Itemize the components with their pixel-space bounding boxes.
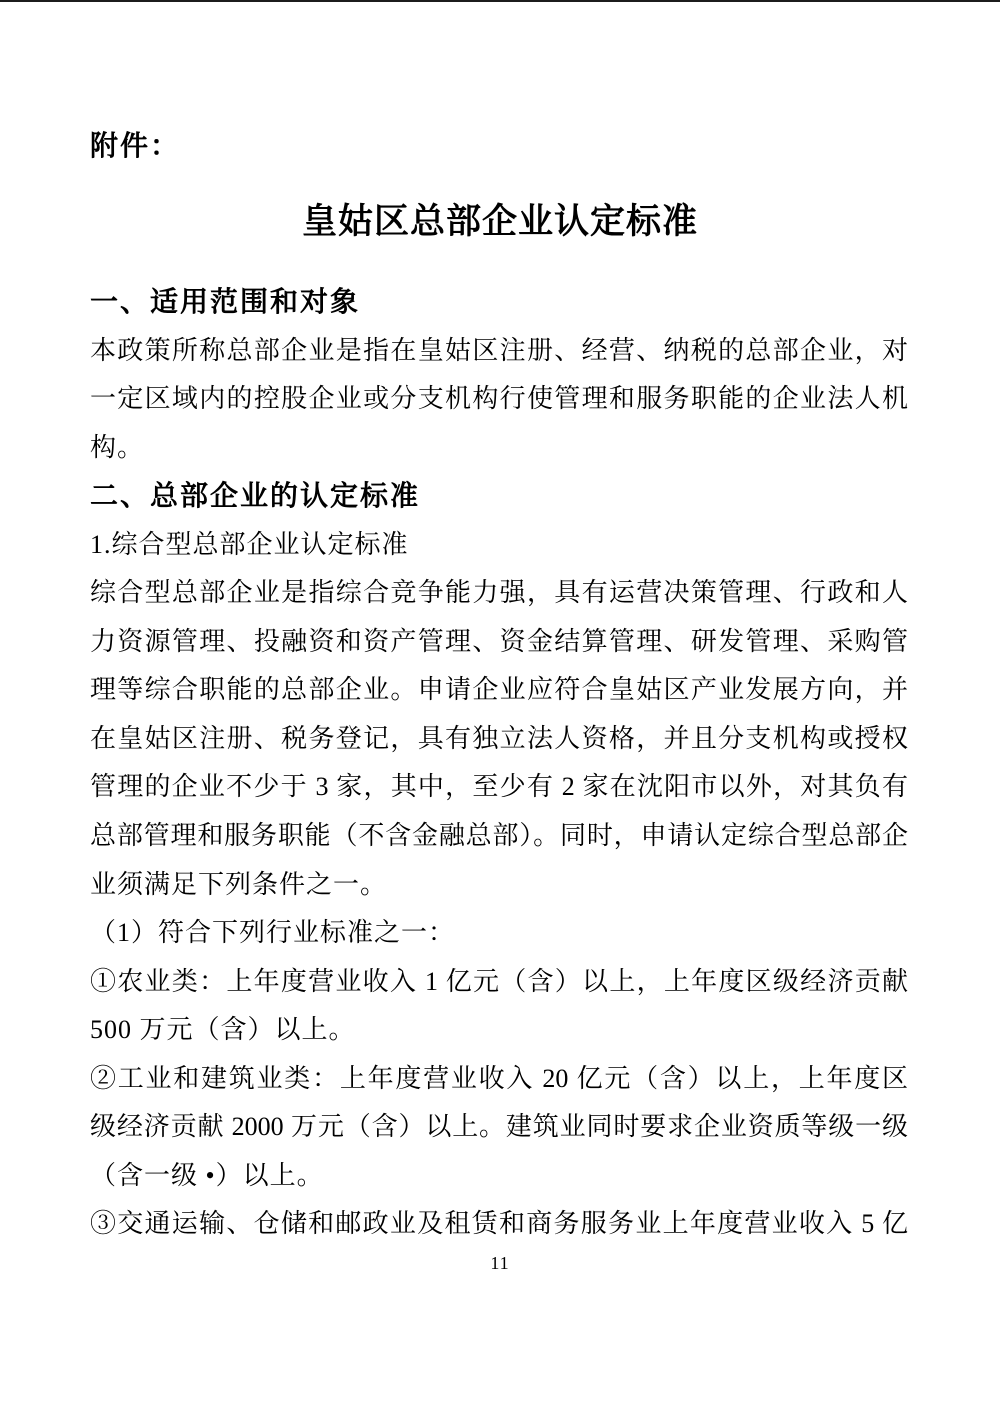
body-line: 综合型总部企业是指综合竞争能力强，具有运营决策管理、行政和人 [90, 578, 908, 608]
body-line: 本政策所称总部企业是指在皇姑区注册、经营、纳税的总部企业，对 [90, 335, 908, 365]
body-line: ①农业类：上年度营业收入 1 亿元（含）以上，上年度区级经济贡献 [90, 966, 908, 996]
body-line: 级经济贡献 2000 万元（含）以上。建筑业同时要求企业资质等级一级 [90, 1112, 908, 1142]
body-line: 理等综合职能的总部企业。申请企业应符合皇姑区产业发展方向，并 [90, 675, 908, 705]
body-line: 力资源管理、投融资和资产管理、资金结算管理、研发管理、采购管 [90, 626, 908, 656]
list-item-1-heading: （1）符合下列行业标准之一： [90, 918, 456, 948]
section-heading-2: 二、总部企业的认定标准 [90, 480, 421, 512]
body-line: 构。 [90, 432, 145, 462]
document-title: 皇姑区总部企业认定标准 [301, 202, 698, 241]
document-body [90, 282, 908, 1253]
attachment-label: 附件： [90, 131, 181, 162]
body-line: ②工业和建筑业类：上年度营业收入 20 亿元（含）以上，上年度区 [90, 1063, 908, 1093]
body-line: 总部管理和服务职能（不含金融总部）。同时，申请认定综合型总部企 [90, 821, 908, 851]
body-line: 在皇姑区注册、税务登记，具有独立法人资格，并且分支机构或授权 [90, 723, 908, 753]
body-line: 管理的企业不少于 3 家，其中，至少有 2 家在沈阳市以外，对其负有 [90, 772, 908, 802]
body-line: ③交通运输、仓储和邮政业及租赁和商务服务业上年度营业收入 5 亿 [90, 1209, 908, 1239]
body-line: 业须满足下列条件之一。 [90, 869, 388, 899]
body-line: 500 万元（含）以上。 [90, 1015, 356, 1045]
body-line: （含一级 •）以上。 [90, 1160, 324, 1190]
sub-heading-1: 1.综合型总部企业认定标准 [90, 529, 409, 559]
body-line: 一定区域内的控股企业或分支机构行使管理和服务职能的企业法人机 [90, 384, 908, 414]
section-heading-1: 一、适用范围和对象 [90, 286, 361, 317]
page-number: 11 [490, 1253, 510, 1273]
